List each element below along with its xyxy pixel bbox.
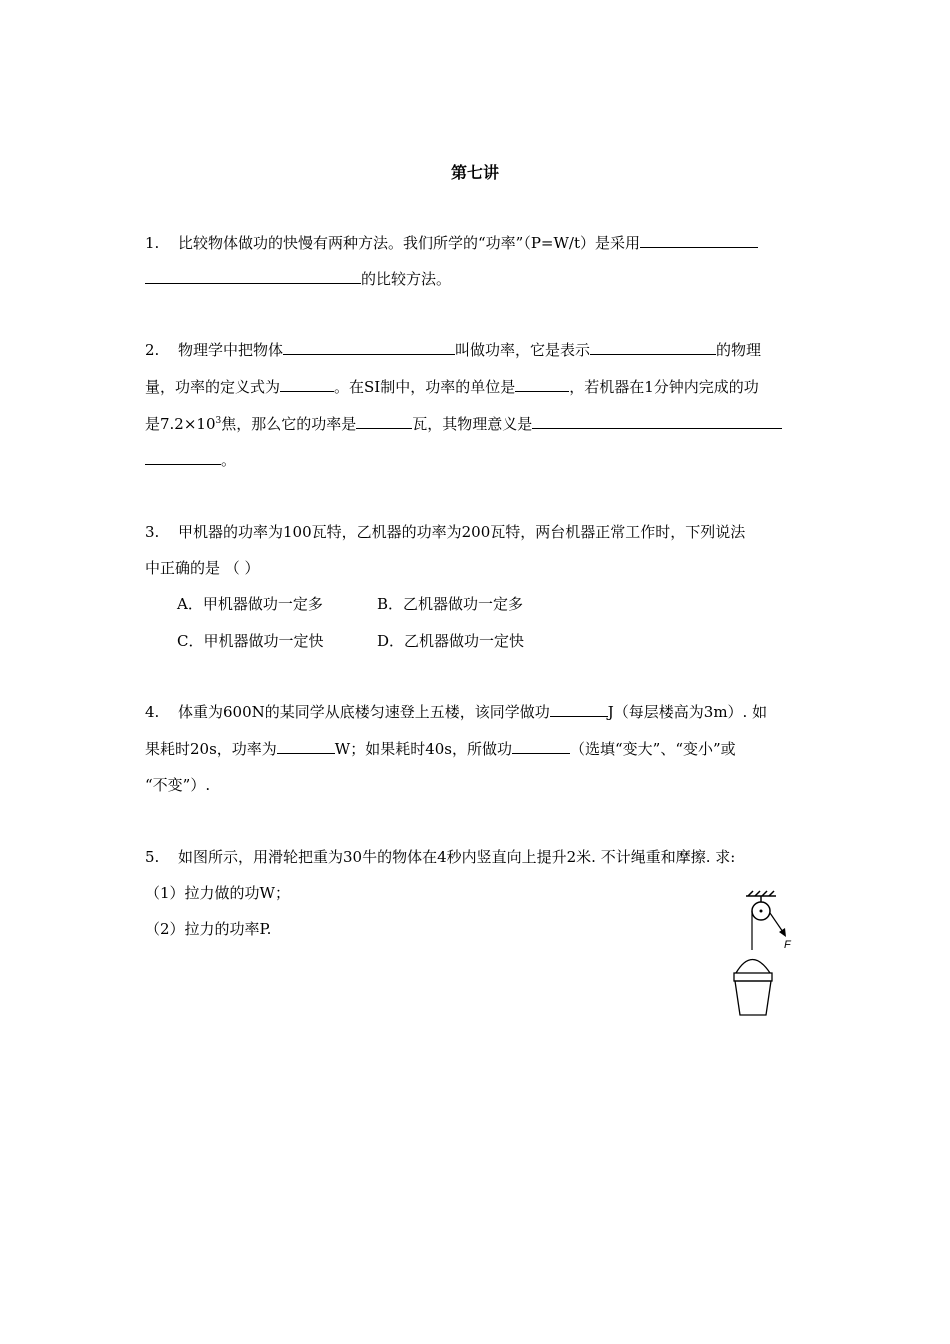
- q2-line-3: [145, 412, 807, 436]
- q2-blank-6-cont: [145, 448, 221, 465]
- q4-number: 4.: [145, 703, 160, 721]
- q3-option-d: D．乙机器做功一定快: [377, 632, 525, 650]
- q4-text-b2: W；如果耗时40s，所做功: [334, 740, 512, 758]
- q3-option-b: B．乙机器做功一定多: [377, 595, 524, 613]
- q2-blank-3: [280, 375, 334, 392]
- q3-options-row-2: [145, 629, 839, 653]
- q4-text-a2: J（每层楼高为3m）. 如: [607, 703, 768, 721]
- q4-line-3: [145, 773, 807, 797]
- q2-text-c2: 焦，那么它的功率是: [221, 415, 357, 433]
- q5-part-2: （2）拉力的功率P.: [145, 920, 272, 938]
- q1-text-a: 比较物体做功的快慢有两种方法。我们所学的“功率”（P=W/t）是采用: [178, 234, 640, 252]
- q4-text-b1: 果耗时20s，功率为: [145, 740, 277, 758]
- page-title: 第七讲: [450, 163, 499, 182]
- q4-blank-1: [550, 700, 608, 717]
- q2-number: 2.: [145, 341, 160, 359]
- bucket-body: [735, 981, 771, 1015]
- q1-blank: [640, 231, 758, 248]
- pulley-axle: [760, 910, 763, 913]
- q2-text-c1: 是7.2×10: [145, 415, 216, 433]
- q2-text-b3: ，若机器在1分钟内完成的功: [569, 378, 759, 396]
- q2-text-b1: 量，功率的定义式为: [145, 378, 281, 396]
- rope-pull: [770, 913, 783, 932]
- q1-blank-cont: [145, 267, 361, 284]
- force-arrow-head: [779, 928, 786, 937]
- q4-line-1: [145, 700, 807, 724]
- force-label: F: [784, 939, 791, 951]
- q4-line-2: [145, 737, 807, 761]
- q2-text-b2: 。在SI制中，功率的单位是: [334, 378, 516, 396]
- ceiling-support: [746, 891, 776, 902]
- q1-line-2: [145, 267, 807, 291]
- q2-blank-5: [356, 412, 412, 429]
- q4-text-a1: 体重为600N的某同学从底楼匀速登上五楼，该同学做功: [178, 703, 550, 721]
- q2-text-a3: 的物理: [716, 341, 762, 359]
- q3-text-b: 中正确的是 （ ）: [145, 559, 260, 577]
- q5-part-1: （1）拉力做的功W；: [145, 884, 290, 902]
- q2-text-a2: 叫做功率，它是表示: [455, 341, 591, 359]
- q2-text-c3: 瓦，其物理意义是: [412, 415, 533, 433]
- q2-exponent: 3: [215, 416, 222, 426]
- q5-line-1: [145, 845, 807, 869]
- q4-text-b3: （选填“变大”、“变小”或: [570, 740, 736, 758]
- q3-line-2: [145, 556, 807, 580]
- q2-blank-6: [532, 412, 782, 429]
- q1-line-1: [145, 231, 807, 255]
- q1-number: 1.: [145, 234, 160, 252]
- q2-line-2: [145, 375, 807, 399]
- q4-text-c: “不变”）.: [145, 776, 211, 794]
- q3-options-row-1: [145, 592, 839, 616]
- q3-text-a: 甲机器的功率为100瓦特，乙机器的功率为200瓦特，两台机器正常工作时，下列说法: [178, 523, 746, 541]
- q2-line-1: [145, 338, 807, 362]
- q3-line-1: [145, 520, 807, 544]
- q3-option-a: A．甲机器做功一定多: [177, 595, 323, 613]
- q2-text-d1: 。: [221, 451, 237, 469]
- q3-option-c: C．甲机器做功一定快: [177, 632, 324, 650]
- pulley-bucket-figure: [728, 890, 808, 1020]
- q2-blank-2: [590, 338, 716, 355]
- q2-blank-1: [283, 338, 455, 355]
- q2-text-a1: 物理学中把物体: [178, 341, 284, 359]
- q4-blank-2: [277, 737, 335, 754]
- q1-text-b: 的比较方法。: [361, 270, 452, 288]
- q5-number: 5.: [145, 848, 160, 866]
- q5-text-a: 如图所示，用滑轮把重为30牛的物体在4秒内竖直向上提升2米. 不计绳重和摩擦. 求:: [178, 848, 736, 866]
- q4-blank-3: [512, 737, 570, 754]
- bucket-handle: [736, 960, 770, 974]
- q2-line-4: [145, 448, 807, 472]
- q3-number: 3.: [145, 523, 160, 541]
- bucket-rim: [734, 973, 772, 981]
- q2-blank-4: [515, 375, 569, 392]
